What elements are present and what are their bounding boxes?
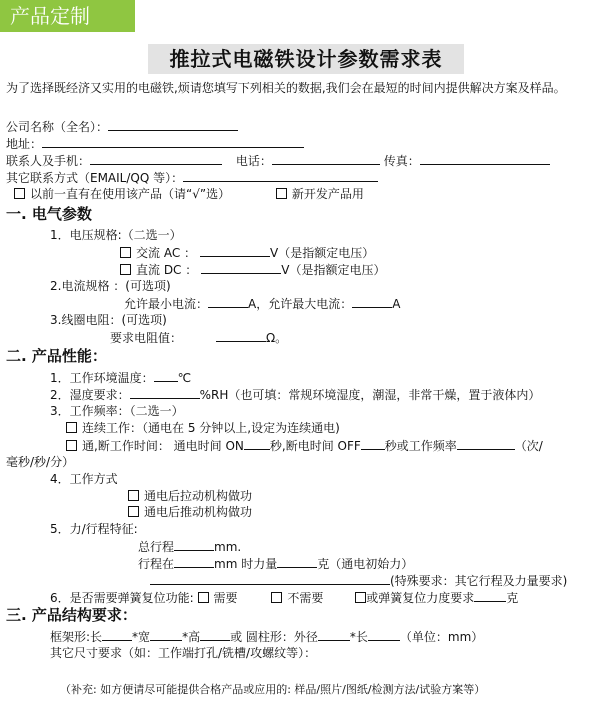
company-label: 公司名称（全名）： (6, 120, 109, 134)
on-time-field[interactable] (244, 437, 270, 450)
spring-label: 6．是否需要弹簧复位功能: (50, 591, 194, 605)
humidity-note: %RH（也可填：常规环境湿度，潮湿，非常干燥，置于液体内） (199, 388, 541, 402)
spring-yes-label: 需要 (213, 591, 238, 605)
cylinder-length-field[interactable] (368, 628, 400, 641)
dimension-unit-note: （单位：mm） (399, 630, 484, 644)
section-electrical-title: 一. 电气参数 (6, 205, 92, 223)
dc-row (120, 261, 385, 278)
current-label: 2.电流规格 ：(可选项) (50, 279, 171, 293)
resistance-label: 3.线圈电阻：(可选项) (50, 313, 167, 327)
ac-suffix: V（是指额定电压） (270, 246, 375, 260)
company-field[interactable] (108, 118, 238, 131)
ac-checkbox[interactable] (120, 247, 131, 258)
travel-force-label: mm 时力量 (214, 557, 278, 571)
stroke-row (138, 538, 241, 555)
current-min-field[interactable] (208, 295, 248, 308)
frequency-rate-label: 秒或工作频率 (384, 439, 457, 453)
temp-field[interactable] (154, 369, 178, 382)
work-mode-label: 4．工作方式 (50, 472, 118, 486)
ac-voltage-field[interactable] (200, 244, 270, 257)
other-dimensions-label: 其它尺寸要求（如：工作端打孔/铣槽/攻螺纹等）： (50, 646, 317, 660)
dc-voltage-field[interactable] (201, 261, 281, 274)
onoff-checkbox[interactable] (66, 440, 77, 451)
push-label: 通电后推动机构做功 (144, 505, 253, 519)
contact-field[interactable] (90, 152, 222, 165)
current-row (124, 295, 400, 312)
supplement-note: （补充: 如方便请尽可能提供合格产品或应用的: 样品/照片/图纸/检测方法/试验方案等） (60, 683, 486, 696)
section-performance-title: 二. 产品性能： (6, 347, 107, 365)
phone-label: 电话： (235, 154, 272, 168)
push-checkbox[interactable] (128, 506, 139, 517)
dc-suffix: V（是指额定电压） (281, 263, 386, 277)
spring-row (50, 589, 518, 606)
frame-width-field[interactable] (150, 628, 182, 641)
spring-force-unit: 克 (506, 591, 519, 605)
resistance-req-label: 要求电阻值： (110, 331, 183, 345)
spring-no-label: 不需要 (287, 591, 324, 605)
travel-force-field[interactable] (277, 555, 317, 568)
ac-label: 交流 AC ： (136, 246, 197, 260)
special-label: (特殊要求：其它行程及力量要求) (390, 574, 568, 588)
address-field[interactable] (42, 135, 304, 148)
phone-field[interactable] (272, 152, 380, 165)
travel-row (138, 555, 413, 572)
pull-row (128, 488, 252, 504)
travel-force-unit: 克（通电初始力） (317, 557, 414, 571)
contact-row (6, 152, 550, 169)
travel-field[interactable] (174, 555, 214, 568)
push-row (128, 504, 252, 520)
frequency-unit-start: （次/ (514, 439, 543, 453)
fax-field[interactable] (420, 152, 550, 165)
spring-force-checkbox[interactable] (355, 592, 366, 603)
spring-force-field[interactable] (474, 589, 506, 602)
new-dev-label: 新开发产品用 (291, 187, 364, 201)
voltage-label: 1．电压规格:（二选一） (50, 228, 182, 242)
travel-label: 行程在 (138, 557, 175, 571)
onoff-label: 通,断工作时间： 通电时间 ON (82, 439, 244, 453)
intro-text: 为了选择既经济又实用的电磁铁,烦请您填写下列相关的数据,我们会在最短的时间内提供解决方案及样品。 (6, 81, 566, 95)
dc-label: 直流 DC ： (136, 263, 198, 277)
temp-unit: ℃ (177, 371, 192, 385)
cylinder-diameter-label: 或 圆柱形：外径 (230, 630, 318, 644)
form-title-banner (148, 44, 464, 74)
current-max-field[interactable] (352, 295, 392, 308)
resistance-field[interactable] (216, 329, 266, 342)
humidity-field[interactable] (130, 386, 200, 399)
frame-length-field[interactable] (102, 628, 132, 641)
page-tab: 产品定制 (0, 0, 135, 32)
frame-height-label: *高 (182, 630, 201, 644)
frame-width-label: *宽 (132, 630, 151, 644)
dimensions-row (50, 628, 483, 645)
form-title: 推拉式电磁铁设计参数需求表 (169, 47, 443, 71)
resistance-unit: Ω。 (266, 331, 288, 345)
humidity-label: 2．湿度要求： (50, 388, 130, 402)
spring-no-checkbox[interactable] (271, 592, 282, 603)
fax-label: 传真： (383, 154, 420, 168)
cylinder-length-label: *长 (349, 630, 368, 644)
contact-label: 联系人及手机： (6, 154, 91, 168)
other-contact-field[interactable] (183, 169, 378, 182)
force-label: 5．力/行程特征: (50, 522, 138, 536)
current-unit: A (392, 297, 401, 311)
temp-label: 1．工作环境温度： (50, 371, 154, 385)
continuous-checkbox[interactable] (66, 422, 77, 433)
frequency-rate-field[interactable] (457, 437, 515, 450)
new-dev-checkbox[interactable] (276, 188, 287, 199)
pull-checkbox[interactable] (128, 490, 139, 501)
other-contact-label: 其它联系方式（EMAIL/QQ 等）： (6, 171, 184, 185)
cylinder-diameter-field[interactable] (318, 628, 350, 641)
resistance-row (110, 329, 287, 346)
continuous-row (66, 420, 340, 436)
off-time-field[interactable] (361, 437, 385, 450)
using-label: 以前一直有在使用该产品（请“√”选） (30, 187, 231, 201)
ac-row (120, 244, 374, 261)
spring-force-label: 或弹簧复位力度要求 (366, 591, 475, 605)
continuous-label: 连续工作：（通电在 5 分钟以上,设定为连续通电) (82, 421, 340, 435)
onoff-row (66, 437, 543, 454)
usage-options-row (14, 186, 364, 202)
other-contact-row (6, 169, 378, 186)
temp-row (50, 369, 191, 386)
humidity-row (50, 386, 540, 403)
section-structure-title: 三. 产品结构要求： (6, 606, 137, 624)
frequency-unit-end: 毫秒/秒/分） (6, 455, 75, 469)
stroke-label: 总行程 (138, 540, 175, 554)
frame-height-field[interactable] (200, 628, 230, 641)
special-row (150, 572, 567, 589)
frequency-label: 3．工作频率：（二选一） (50, 404, 184, 418)
off-time-label: 秒,断电时间 OFF (269, 439, 361, 453)
company-row (6, 118, 238, 135)
using-checkbox[interactable] (14, 188, 25, 199)
address-row (6, 135, 304, 152)
pull-label: 通电后拉动机构做功 (144, 489, 253, 503)
dc-checkbox[interactable] (120, 264, 131, 275)
frame-length-label: 框架形:长 (50, 630, 103, 644)
stroke-field[interactable] (174, 538, 214, 551)
spring-yes-checkbox[interactable] (198, 592, 209, 603)
current-min-label: 允许最小电流： (124, 297, 209, 311)
special-field[interactable] (150, 572, 390, 585)
address-label: 地址： (6, 137, 43, 151)
current-max-label: A，允许最大电流： (248, 297, 353, 311)
stroke-unit: mm. (214, 540, 242, 554)
